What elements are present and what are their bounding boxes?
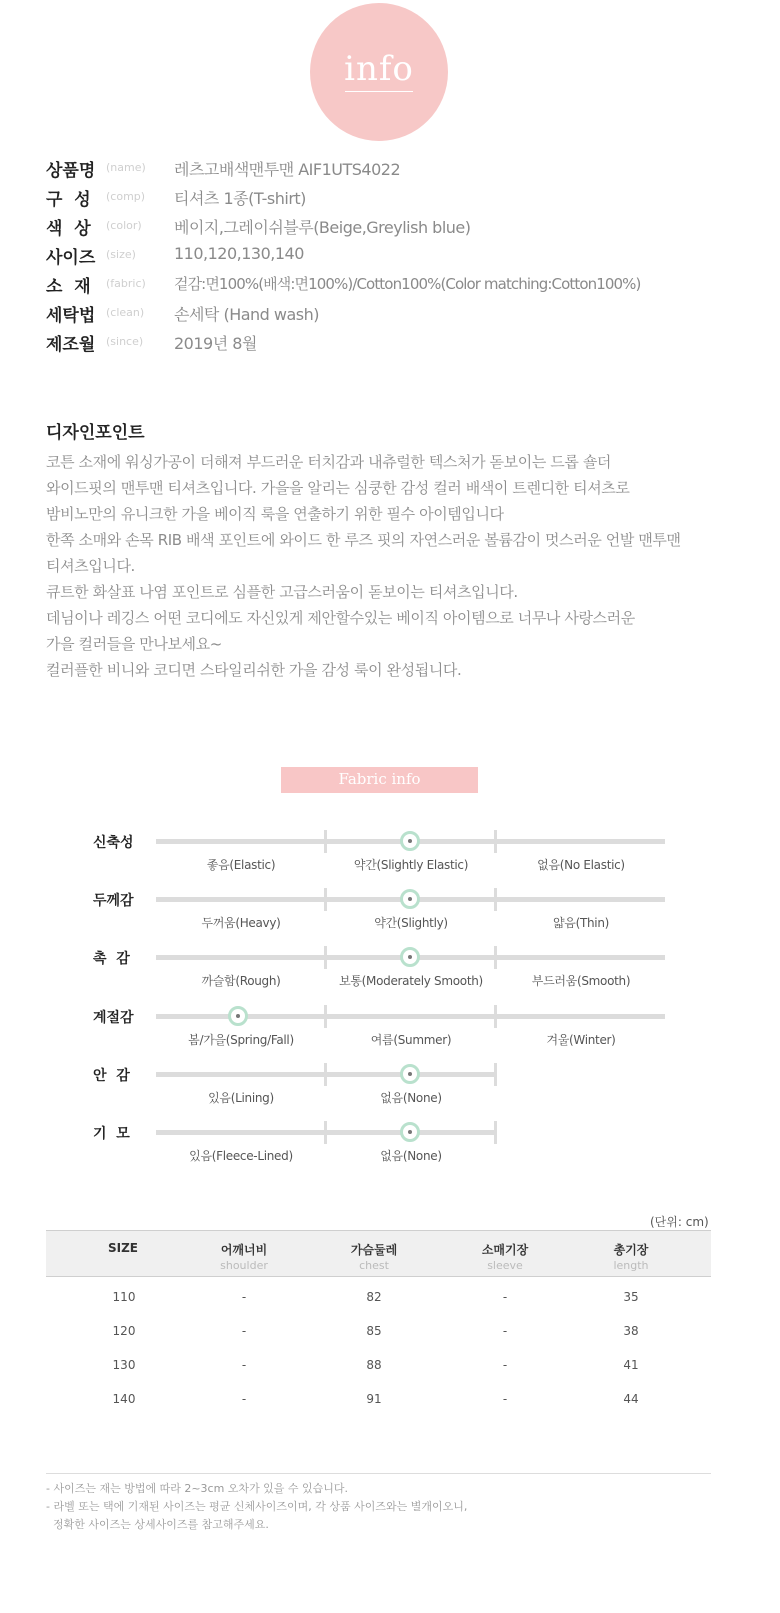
spec-row-fabric [46, 272, 766, 296]
fabric-option-label: 약간(Slightly) [374, 916, 448, 930]
spec-row-size [46, 243, 766, 267]
header-sublabel: shoulder [220, 1259, 268, 1272]
fabric-row-label: 안 감 [93, 1068, 130, 1084]
design-point-title: 디자인포인트 [46, 423, 145, 443]
spec-value: 110,120,130,140 [174, 244, 304, 263]
size-cell-value: - [502, 1358, 508, 1372]
design-line: 데님이나 레깅스 어떤 코디에도 자신있게 제안할수있는 베이직 아이템으로 너무나 사랑스러운 [46, 609, 635, 627]
info-title: info [344, 49, 414, 89]
fabric-track-divider [494, 830, 497, 853]
notes-divider [46, 1473, 711, 1474]
size-cell-value: 82 [366, 1290, 382, 1304]
size-cell-label: 110 [112, 1290, 136, 1304]
fabric-track-divider [494, 888, 497, 911]
size-cell-value: - [241, 1324, 247, 1338]
fabric-row-label: 신축성 [93, 835, 134, 851]
fabric-track-divider [494, 1121, 497, 1144]
size-cell-value: - [241, 1392, 247, 1406]
fabric-row-label: 두께감 [93, 893, 134, 909]
spec-sub: (comp) [106, 190, 146, 203]
header-label: 가슴둘레 [350, 1243, 398, 1257]
fabric-option-label: 보통(Moderately Smooth) [339, 974, 483, 988]
spec-key: 소 재 [46, 277, 91, 297]
size-cell-label: 140 [112, 1392, 136, 1406]
fabric-track-divider [324, 946, 327, 969]
note: - 사이즈는 재는 방법에 따라 2~3cm 오차가 있을 수 있습니다. [46, 1482, 349, 1495]
design-line: 한쪽 소매와 손목 RIB 배색 포인트에 와이드 한 루즈 핏의 자연스러운 볼륨감이 멋스러운 언발 맨투맨 [46, 531, 681, 549]
size-cell-value: 85 [366, 1324, 382, 1338]
spec-sub: (name) [106, 161, 146, 174]
size-cell-value: 35 [623, 1290, 639, 1304]
spec-key: 구 성 [46, 190, 91, 210]
fabric-track-divider [494, 946, 497, 969]
size-cell-value: 88 [366, 1358, 382, 1372]
design-line: 컬러플한 비니와 코디면 스타일리쉬한 가을 감성 룩이 완성됩니다. [46, 661, 462, 679]
design-line: 밤비노만의 유니크한 가을 베이직 룩을 연출하기 위한 필수 아이템입니다 [46, 505, 504, 523]
fabric-track-divider [324, 1005, 327, 1028]
note: - 라벨 또는 택에 기재된 사이즈는 평균 신체사이즈이며, 각 상품 사이즈와는 별개이오니, [46, 1500, 468, 1513]
fabric-option-label: 부드러움(Smooth) [531, 974, 631, 988]
size-cell-value: 41 [623, 1358, 639, 1372]
fabric-option-label: 까슬함(Rough) [201, 974, 281, 988]
size-cell-value: 38 [623, 1324, 639, 1338]
fabric-row-label: 계절감 [93, 1010, 134, 1026]
fabric-track-divider [494, 1005, 497, 1028]
spec-row-name [46, 156, 766, 180]
fabric-option-label: 겨울(Winter) [546, 1033, 616, 1047]
spec-value: 손세탁 (Hand wash) [174, 305, 320, 324]
fabric-selected-dot [400, 889, 420, 909]
fabric-option-label: 여름(Summer) [370, 1033, 452, 1047]
spec-key: 사이즈 [46, 248, 96, 268]
spec-row-comp [46, 185, 766, 209]
fabric-option-label: 얇음(Thin) [552, 916, 610, 930]
design-line: 와이드핏의 맨투맨 티셔츠입니다. 가을을 알리는 심쿵한 감성 컬러 배색이 트렌디한 티셔츠로 [46, 479, 630, 497]
header-length [556, 1241, 706, 1272]
header-label: SIZE [107, 1241, 138, 1255]
header-sublabel: chest [359, 1259, 389, 1272]
spec-key: 색 상 [46, 219, 91, 239]
header-chest [299, 1241, 449, 1272]
fabric-selected-dot [400, 831, 420, 851]
spec-row-clean [46, 301, 766, 325]
size-table-header [46, 1230, 711, 1277]
fabric-track-divider [494, 1063, 497, 1086]
design-line: 코튼 소재에 워싱가공이 더해져 부드러운 터치감과 내츄럴한 텍스처가 돋보이는 드롭 숄더 [46, 453, 612, 471]
header-sublabel: sleeve [487, 1259, 523, 1272]
fabric-selected-dot [400, 1064, 420, 1084]
fabric-option-label: 없음(None) [380, 1149, 442, 1163]
spec-value: 2019년 8월 [174, 334, 257, 353]
spec-key: 상품명 [46, 161, 96, 181]
size-cell-value: - [502, 1290, 508, 1304]
spec-row-since [46, 330, 766, 354]
size-cell-value: 44 [623, 1392, 639, 1406]
size-cell-value: - [241, 1290, 247, 1304]
note: 정확한 사이즈는 상세사이즈를 참고해주세요. [46, 1518, 269, 1531]
size-cell-value: - [502, 1392, 508, 1406]
header-shoulder [169, 1241, 319, 1272]
fabric-option-label: 약간(Slightly Elastic) [353, 858, 469, 872]
size-cell-label: 130 [112, 1358, 136, 1372]
spec-key: 제조월 [46, 335, 96, 355]
fabric-row-label: 촉 감 [93, 951, 130, 967]
fabric-option-label: 있음(Lining) [208, 1091, 274, 1105]
design-line: 큐트한 화살표 나염 포인트로 심플한 고급스러움이 돋보이는 티셔츠입니다. [46, 583, 518, 601]
fabric-selected-dot [400, 1122, 420, 1142]
spec-sub: (clean) [106, 306, 145, 319]
spec-value: 겉감:면100%(배색:면100%)/Cotton100%(Color matching:Cotton100%) [174, 275, 641, 293]
spec-value: 티셔츠 1종(T-shirt) [174, 189, 306, 208]
fabric-option-label: 없음(No Elastic) [537, 858, 625, 872]
fabric-row-label: 기 모 [93, 1126, 130, 1142]
fabric-option-label: 좋음(Elastic) [206, 858, 276, 872]
fabric-selected-dot [228, 1006, 248, 1026]
spec-value: 베이지,그레이쉬블루(Beige,Greylish blue) [174, 218, 471, 237]
spec-sub: (color) [106, 219, 142, 232]
fabric-info-banner [281, 767, 478, 793]
spec-sub: (fabric) [106, 277, 146, 290]
info-badge [310, 3, 448, 141]
spec-key: 세탁법 [46, 306, 96, 326]
fabric-option-label: 봄/가을(Spring/Fall) [188, 1033, 294, 1047]
size-cell-value: - [502, 1324, 508, 1338]
fabric-info-title: Fabric info [338, 770, 421, 788]
size-cell-value: - [241, 1358, 247, 1372]
fabric-track-divider [324, 1121, 327, 1144]
size-cell-value: 91 [366, 1392, 382, 1406]
header-sublabel: length [613, 1259, 649, 1272]
design-line: 티셔츠입니다. [46, 557, 135, 575]
fabric-option-label: 있음(Fleece-Lined) [189, 1149, 293, 1163]
size-cell-label: 120 [112, 1324, 136, 1338]
spec-sub: (size) [106, 248, 136, 261]
fabric-option-label: 없음(None) [380, 1091, 442, 1105]
size-unit: (단위: cm) [650, 1215, 709, 1229]
spec-row-color [46, 214, 766, 238]
fabric-track-divider [324, 830, 327, 853]
design-line: 가을 컬러들을 만나보세요~ [46, 635, 222, 653]
header-label: 소매기장 [481, 1243, 529, 1257]
fabric-track-divider [324, 1063, 327, 1086]
header-label: 총기장 [613, 1243, 649, 1257]
spec-value: 레츠고배색맨투맨 AIF1UTS4022 [174, 160, 401, 179]
fabric-track-divider [324, 888, 327, 911]
header-label: 어깨너비 [220, 1243, 268, 1257]
info-title-underline [345, 91, 413, 92]
fabric-option-label: 두꺼움(Heavy) [201, 916, 281, 930]
fabric-selected-dot [400, 947, 420, 967]
spec-sub: (since) [106, 335, 144, 348]
